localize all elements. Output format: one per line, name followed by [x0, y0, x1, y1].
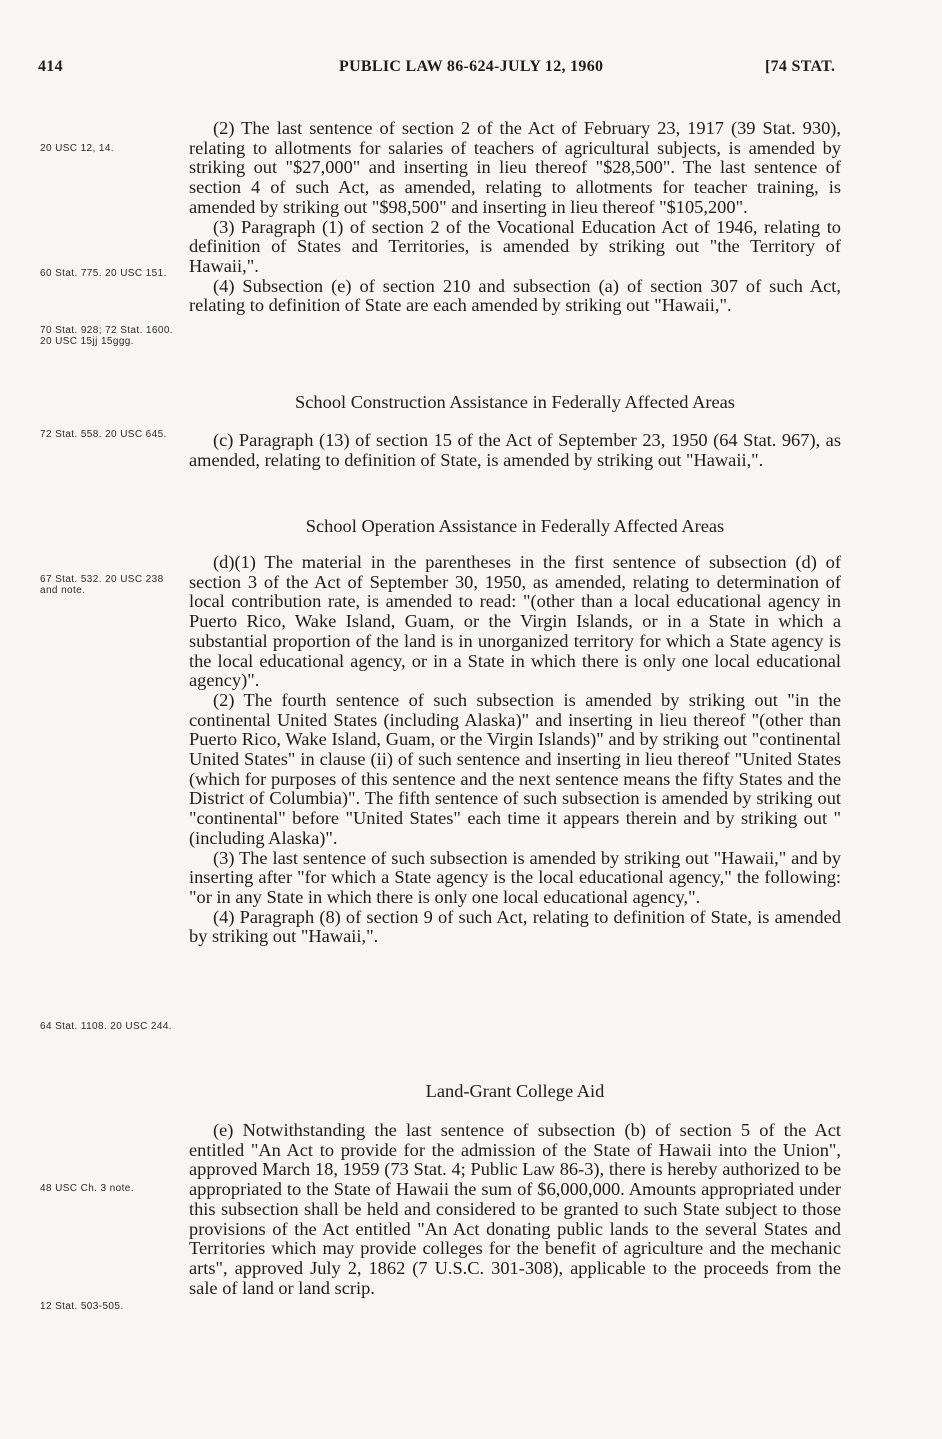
paragraph: (4) Subsection (e) of section 210 and subsection (a) of section 307 of such Act, relating to definition of State are each amended by striking out "Hawaii,". — [189, 275, 841, 316]
amendment-block-3 — [189, 553, 841, 947]
paragraph: (3) The last sentence of such subsection is amended by striking out "Hawaii," and by inserting after "for which a State agency is the local educational agency," the following: "or in any State in which there is only one local educational agency,". — [189, 847, 841, 907]
amendment-block-2 — [189, 431, 841, 470]
margin-note: 67 Stat. 532. 20 USC 238 and note. — [40, 574, 164, 596]
paragraph: (3) Paragraph (1) of section 2 of the Vocational Education Act of 1946, relating to definition of States and Territories, is amended by striking out "the Territory of Hawaii,". — [189, 216, 841, 276]
paragraph: (d)(1) The material in the parentheses in the first sentence of subsection (d) of section 3 of the Act of September 30, 1950, as amended, relating to determination of local contribution rate, is amended to read: "(other than a local educational agency in Puerto Rico, Wake Island, Guam, or the Virgin Islands, or in a State in which a substantial proportion of the land is in unorganized territory for which a State agency is the local educational agency, or in a State in which there is only one local educational agency)". — [189, 552, 841, 691]
margin-note: 60 Stat. 775. 20 USC 151. — [40, 268, 167, 279]
stat-reference: [74 STAT. — [765, 58, 836, 75]
section-heading: School Construction Assistance in Federally Affected Areas — [295, 392, 735, 412]
section-heading: School Operation Assistance in Federally Affected Areas — [305, 516, 725, 536]
amendment-block-1 — [189, 119, 841, 316]
margin-note: 70 Stat. 928; 72 Stat. 1600. 20 USC 15jj 15ggg. — [40, 325, 173, 347]
margin-note: 72 Stat. 558. 20 USC 645. — [40, 429, 167, 440]
margin-note: 64 Stat. 1108. 20 USC 244. — [40, 1021, 172, 1032]
margin-note: 48 USC Ch. 3 note. — [40, 1183, 134, 1194]
paragraph: (2) The fourth sentence of such subsection is amended by striking out "in the continental United States (including Alaska)" and inserting in lieu thereof "(other than Puerto Rico, Wake Island, Guam, or the Virgin Islands)" and by striking out "continental United States" in clause (ii) of such sentence and inserting in lieu thereof "United States (which for purposes of this sentence and the next sentence means the fifty States and the District of Columbia)". The fifth sentence of such subsection is amended by striking out "continental" before "United States" each time it appears therein and by striking out "(including Alaska)". — [189, 689, 841, 848]
margin-note: 12 Stat. 503-505. — [40, 1301, 124, 1312]
paragraph: (4) Paragraph (8) of section 9 of such Act, relating to definition of State, is amended by striking out "Hawaii,". — [189, 906, 841, 947]
paragraph: (e) Notwithstanding the last sentence of subsection (b) of section 5 of the Act entitled "An Act to provide for the admission of the State of Hawaii into the Union", approved March 18, 1959 (73 Stat. 4; Public Law 86-3), there is hereby authorized to be appropriated to the State of Hawaii the sum of $6,000,000. Amounts appropriated under this subsection shall be held and considered to be granted to such State subject to those provisions of the Act entitled "An Act donating public lands to the several States and Territories which may provide colleges for the benefit of agriculture and the mechanic arts", approved July 2, 1862 (7 U.S.C. 301-308), applicable to the proceeds from the sale of land or land scrip. — [189, 1120, 841, 1298]
paragraph: (c) Paragraph (13) of section 15 of the Act of September 23, 1950 (64 Stat. 967), as amended, relating to definition of State, is amended by striking out "Hawaii,". — [189, 430, 841, 470]
margin-note: 20 USC 12, 14. — [40, 143, 114, 154]
page-number: 414 — [38, 58, 63, 75]
running-title: PUBLIC LAW 86-624-JULY 12, 1960 — [339, 58, 604, 75]
section-heading: Land-Grant College Aid — [425, 1081, 605, 1101]
paragraph: (2) The last sentence of section 2 of the Act of February 23, 1917 (39 Stat. 930), relating to allotments for salaries of teachers of agricultural subjects, is amended by striking out "$27,000" and inserting in lieu thereof "$28,500". The last sentence of section 4 of such Act, as amended, relating to allotments for teacher training, is amended by striking out "$98,500" and inserting in lieu thereof "$105,200". — [189, 118, 841, 217]
amendment-block-4 — [189, 1121, 841, 1298]
